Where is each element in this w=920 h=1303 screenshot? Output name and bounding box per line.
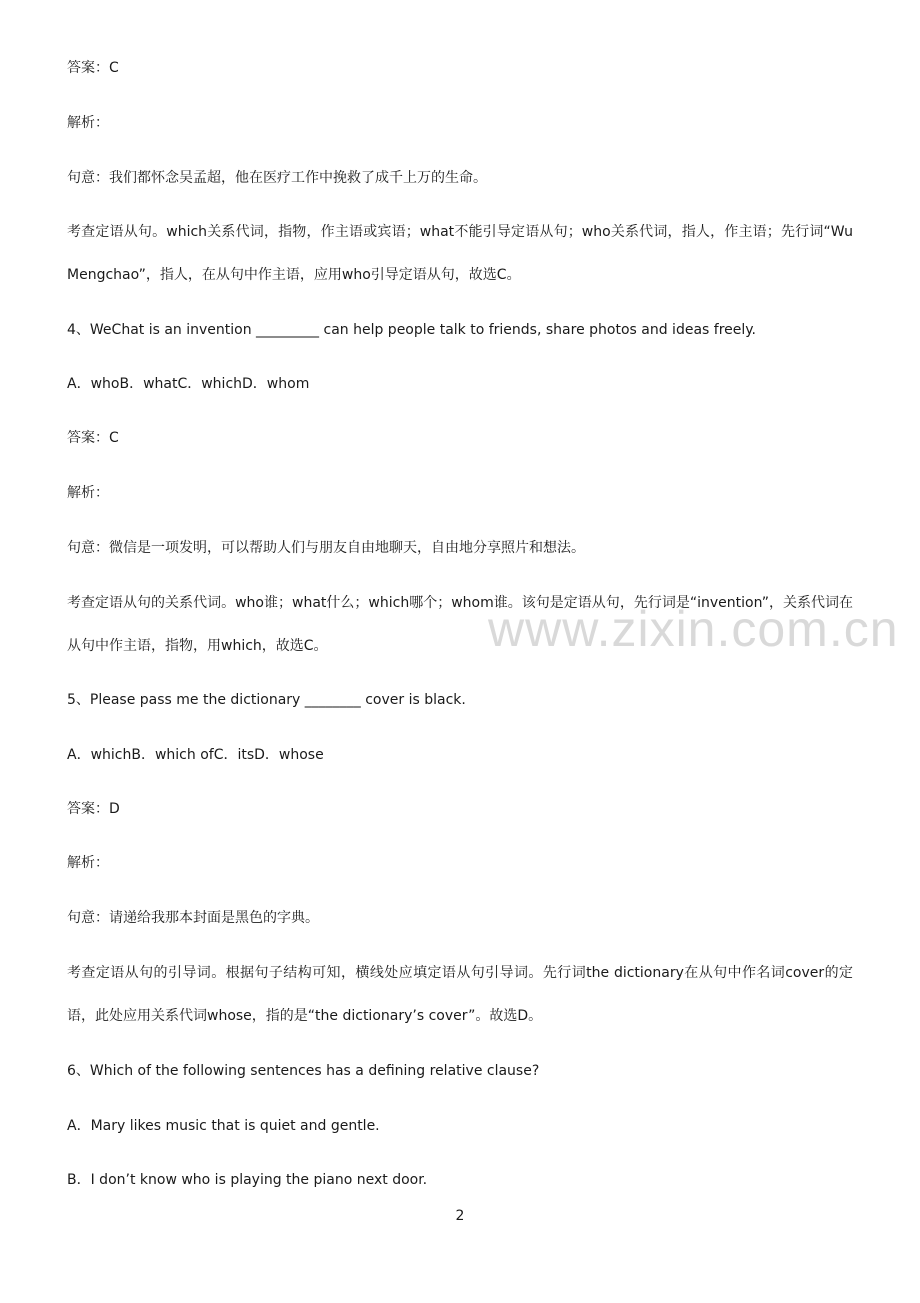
q4-meaning: 句意：微信是一项发明，可以帮助人们与朋友自由地聊天，自由地分享照片和想法。: [67, 540, 585, 556]
q6-option-a: A．Mary likes music that is quiet and gentle.: [67, 1118, 380, 1134]
q3-answer: 答案：C: [67, 60, 119, 76]
q5-analysis-label: 解析：: [67, 855, 109, 871]
q5-explanation: 考查定语从句的引导词。根据句子结构可知，横线处应填定语从句引导词。先行词the dictionary在从句中作名词cover的定语，此处应用关系代词whose，指的是“the dictionary’s cover”。故选D。: [67, 965, 853, 1024]
q3-explanation: 考查定语从句。which关系代词，指物，作主语或宾语；what不能引导定语从句；who关系代词，指人，作主语；先行词“Wu Mengchao”，指人，在从句中作主语，应用who引导定语从句，故选C。: [67, 224, 853, 283]
q6-question: 6、Which of the following sentences has a defining relative clause?: [67, 1063, 540, 1079]
q4-question: 4、WeChat is an invention _________ can help people talk to friends, share photos and ideas freely.: [67, 322, 756, 338]
q5-answer: 答案：D: [67, 801, 120, 817]
q4-options: A．whoB．whatC．whichD．whom: [67, 376, 310, 392]
q5-options: A．whichB．which ofC．itsD．whose: [67, 747, 324, 763]
q4-analysis-label: 解析：: [67, 485, 109, 501]
q6-option-b: B．I don’t know who is playing the piano next door.: [67, 1172, 428, 1188]
q5-meaning: 句意：请递给我那本封面是黑色的字典。: [67, 910, 319, 926]
q4-explanation: 考查定语从句的关系代词。who谁；what什么；which哪个；whom谁。该句是定语从句，先行词是“invention”，关系代词在从句中作主语，指物，用which，故选C。: [67, 595, 853, 654]
q4-answer: 答案：C: [67, 430, 119, 446]
q3-meaning: 句意：我们都怀念吴孟超，他在医疗工作中挽救了成千上万的生命。: [67, 170, 487, 186]
watermark: www.zixin.com.cn: [488, 601, 899, 657]
page-number: 2: [455, 1208, 465, 1224]
q5-question: 5、Please pass me the dictionary ________ cover is black.: [67, 692, 466, 708]
q3-analysis-label: 解析：: [67, 115, 109, 131]
